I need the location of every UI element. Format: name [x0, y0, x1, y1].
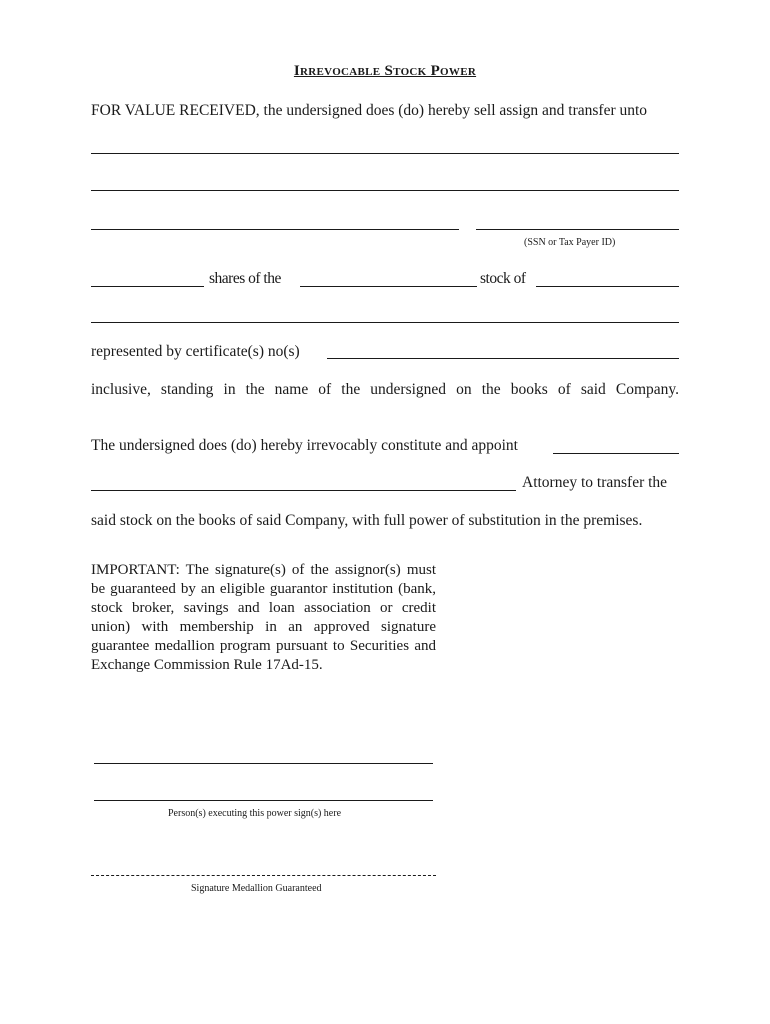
inclusive-text: inclusive, standing in the name of the undersigned on the books of said Company.	[91, 381, 679, 398]
transferee-line-1[interactable]	[91, 153, 679, 154]
shares-of-the-label: shares of the	[209, 270, 281, 287]
signers-label: Person(s) executing this power sign(s) here	[168, 808, 342, 819]
attorney-name-line[interactable]	[553, 453, 679, 454]
shares-count-line[interactable]	[91, 286, 204, 287]
company-line[interactable]	[536, 286, 679, 287]
medallion-line[interactable]	[91, 875, 436, 876]
ssn-label: (SSN or Tax Payer ID)	[524, 237, 616, 248]
signature-line-2[interactable]	[94, 800, 433, 801]
stock-of-label: stock of	[480, 270, 526, 287]
signature-line-1[interactable]	[94, 763, 433, 764]
intro-text: FOR VALUE RECEIVED, the undersigned does (do) hereby sell assign and transfer unto	[91, 102, 648, 119]
certificate-numbers-line[interactable]	[327, 358, 679, 359]
ssn-line[interactable]	[476, 229, 679, 230]
appoint-text: The undersigned does (do) hereby irrevocably constitute and appoint	[91, 437, 518, 454]
medallion-label: Signature Medallion Guaranteed	[191, 883, 322, 894]
important-notice: IMPORTANT: The signature(s) of the assignor(s) must be guaranteed by an eligible guarantor institution (bank, stock broker, savings and loan association or credit union) with membership in an approved signature guarantee medallion program pursuant to Securities and Exchange Commission Rule 17Ad-15.	[91, 562, 436, 673]
stock-class-line[interactable]	[300, 286, 477, 287]
transferee-line-3[interactable]	[91, 229, 459, 230]
attorney-label: Attorney to transfer the	[522, 474, 668, 491]
company-line-2[interactable]	[91, 322, 679, 323]
page-title: Irrevocable Stock Power	[293, 63, 477, 79]
attorney-name-line-2[interactable]	[91, 490, 516, 491]
substitution-text: said stock on the books of said Company, with full power of substitution in the premises.	[91, 512, 643, 529]
represented-by-label: represented by certificate(s) no(s)	[91, 343, 300, 360]
transferee-line-2[interactable]	[91, 190, 679, 191]
